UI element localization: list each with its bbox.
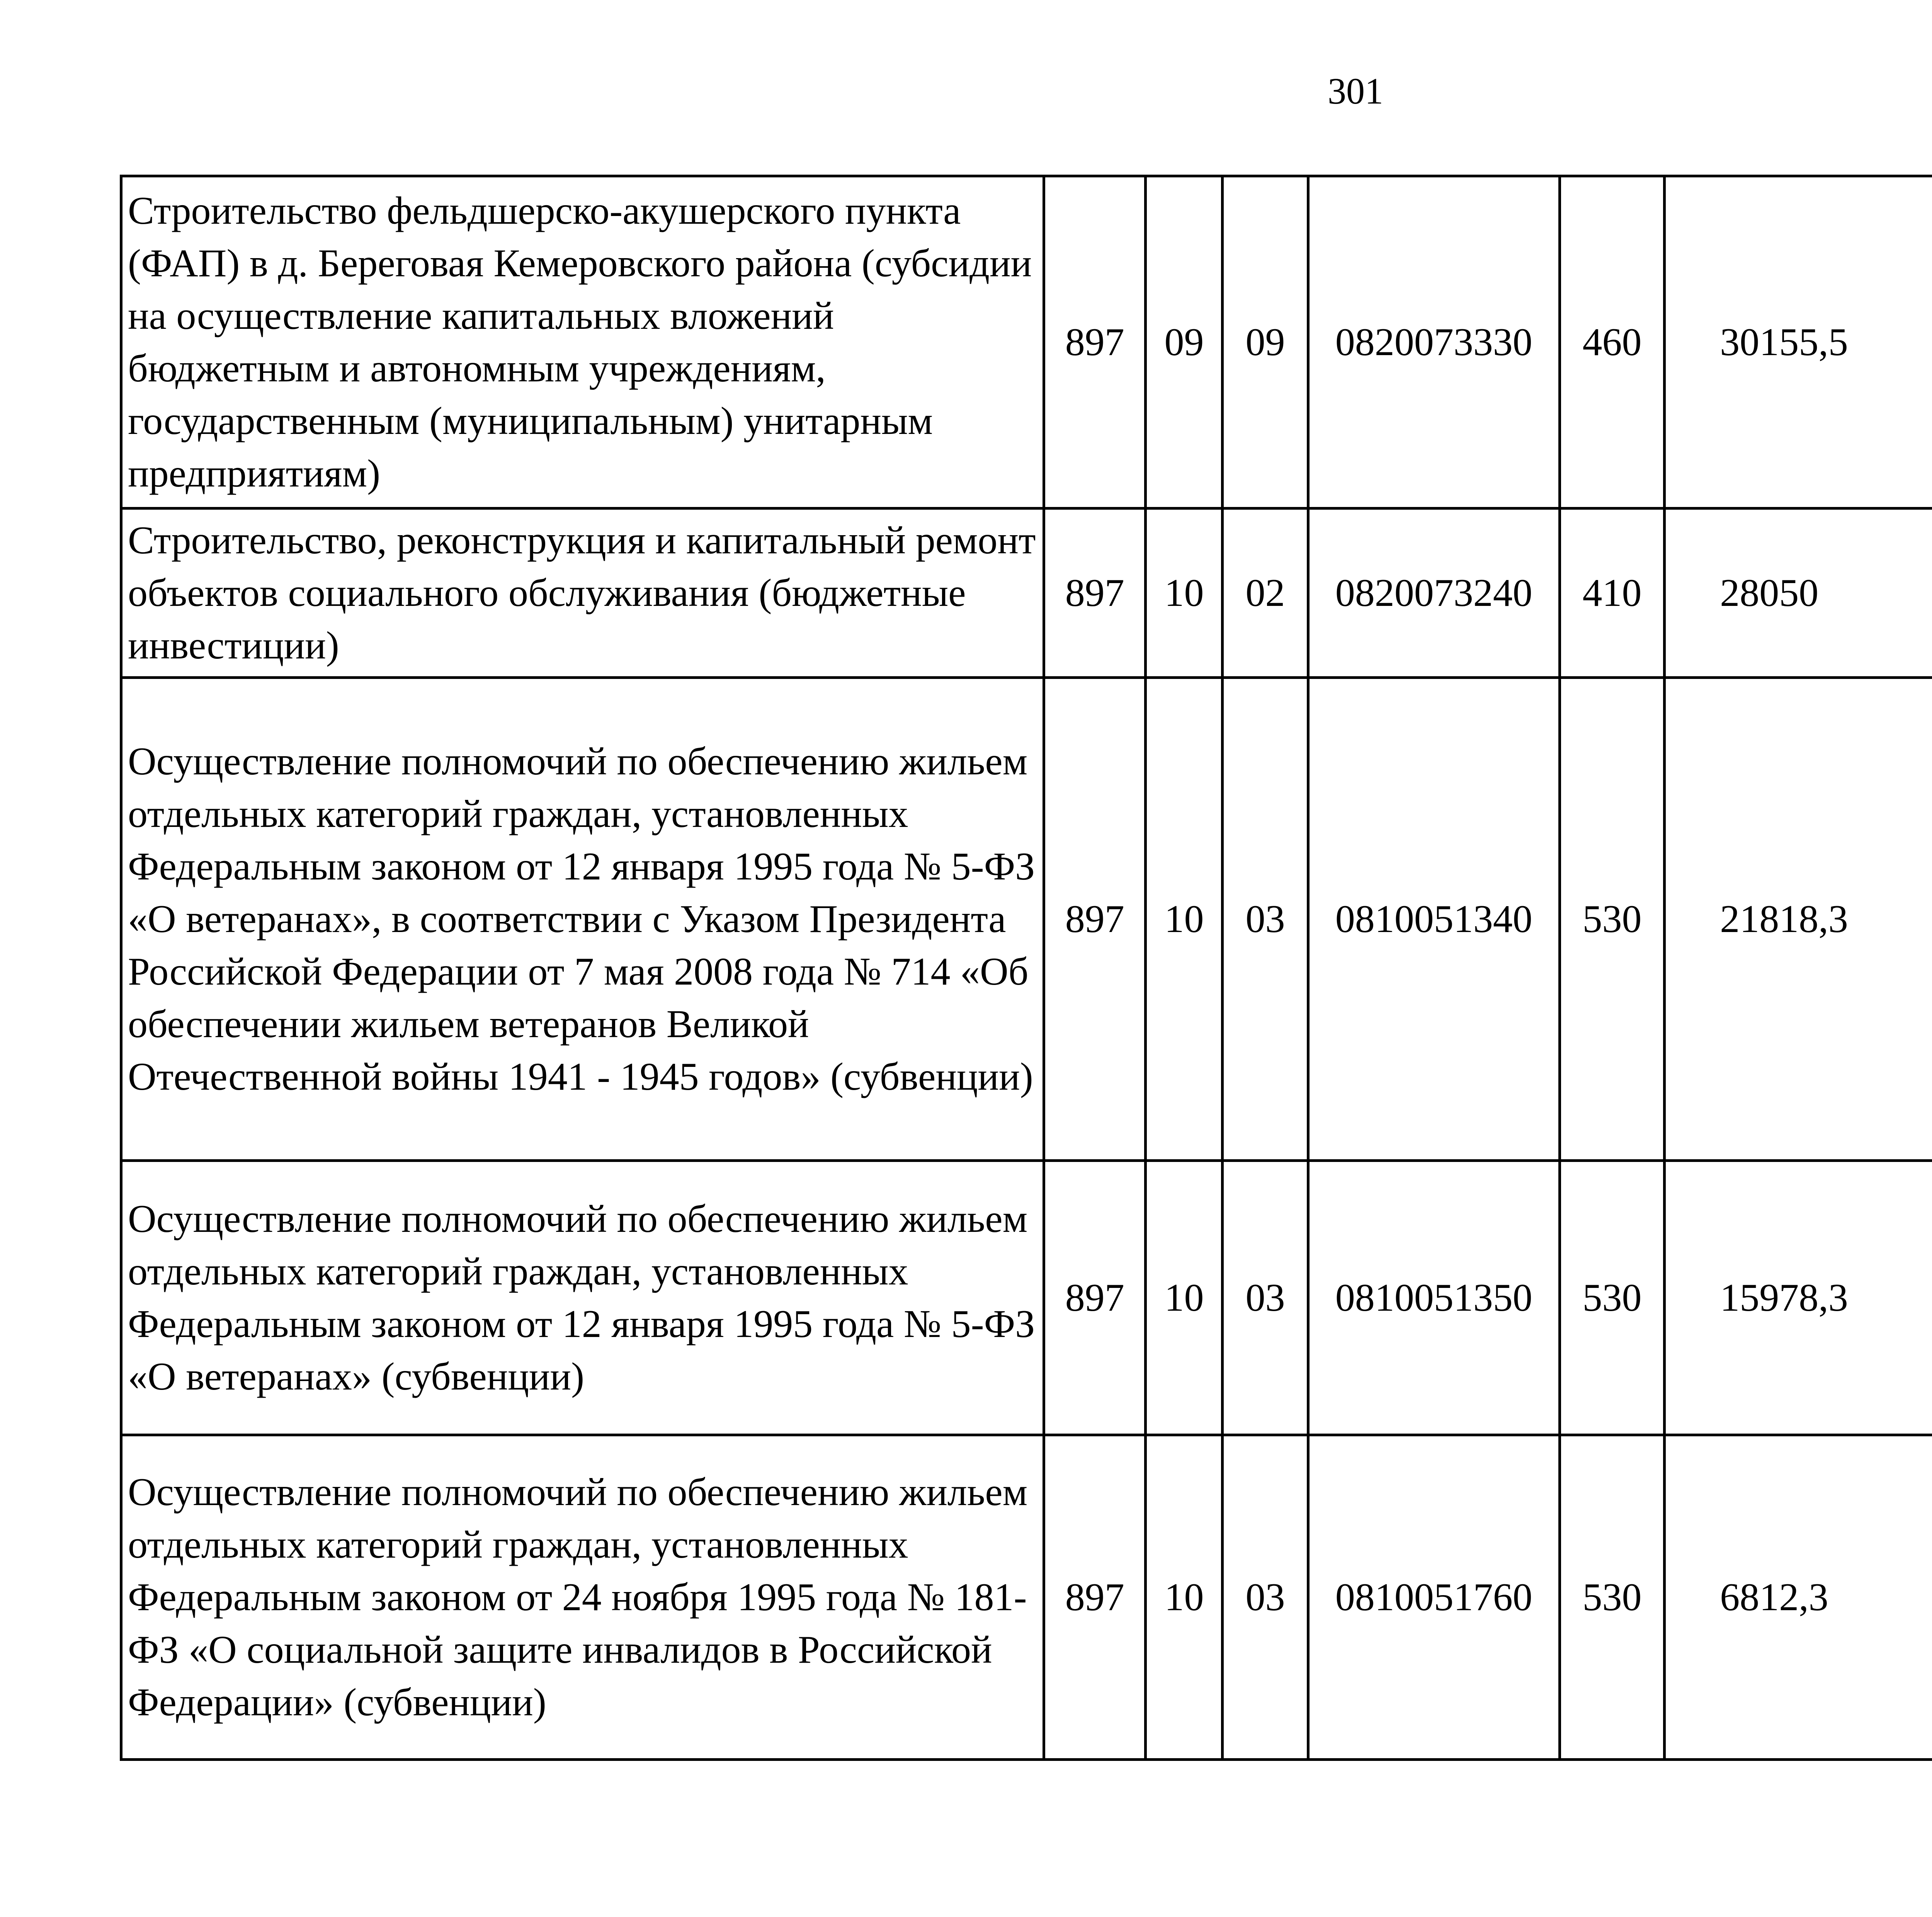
target-article-code: 0810051340 <box>1308 678 1560 1161</box>
table-row <box>121 678 1932 1161</box>
table-row <box>121 509 1932 678</box>
expense-type-code: 530 <box>1560 1161 1664 1435</box>
expense-type-code: 530 <box>1560 1435 1664 1760</box>
ministry-code: 897 <box>1044 678 1146 1161</box>
ministry-code: 897 <box>1044 1435 1146 1760</box>
amount-year-1: 21818,3 <box>1665 678 1932 1161</box>
row-description: Осуществление полномочий по обеспечению жильем отдельных категорий граждан, установленных Федеральным законом от 12 января 1995 года № 5-ФЗ «О ветеранах», в соответствии с Указом Президента Российской Федерации от 7 мая 2008 года № 714 «Об обеспечении жильем ветеранов Великой Отечественной войны 1941 - 1945 годов» (субвенции) <box>121 678 1044 1161</box>
subsection-code: 03 <box>1223 1435 1308 1760</box>
budget-table <box>120 175 1932 1761</box>
table-row <box>121 1435 1932 1760</box>
section-code: 09 <box>1146 176 1223 509</box>
amount-year-1: 30155,5 <box>1665 176 1932 509</box>
expense-type-code: 460 <box>1560 176 1664 509</box>
subsection-code: 09 <box>1223 176 1308 509</box>
ministry-code: 897 <box>1044 176 1146 509</box>
section-code: 10 <box>1146 678 1223 1161</box>
page-number: 301 <box>1328 70 1383 112</box>
row-description: Строительство фельдшерско-акушерского пункта (ФАП) в д. Береговая Кемеровского района (субсидии на осуществление капитальных вложений бюджетным и автономным учреждениям, государственным (муниципальным) унитарным предприятиям) <box>121 176 1044 509</box>
target-article-code: 0820073240 <box>1308 509 1560 678</box>
row-description: Осуществление полномочий по обеспечению жильем отдельных категорий граждан, установленных Федеральным законом от 24 ноября 1995 года № 181-ФЗ «О социальной защите инвалидов в Российской Федерации» (субвенции) <box>121 1435 1044 1760</box>
expense-type-code: 530 <box>1560 678 1664 1161</box>
ministry-code: 897 <box>1044 509 1146 678</box>
amount-year-1: 6812,3 <box>1665 1435 1932 1760</box>
section-code: 10 <box>1146 1435 1223 1760</box>
subsection-code: 02 <box>1223 509 1308 678</box>
amount-year-1: 28050 <box>1665 509 1932 678</box>
row-description: Строительство, реконструкция и капитальный ремонт объектов социального обслуживания (бюджетные инвестиции) <box>121 509 1044 678</box>
subsection-code: 03 <box>1223 678 1308 1161</box>
subsection-code: 03 <box>1223 1161 1308 1435</box>
ministry-code: 897 <box>1044 1161 1146 1435</box>
expense-type-code: 410 <box>1560 509 1664 678</box>
target-article-code: 0820073330 <box>1308 176 1560 509</box>
table-row <box>121 176 1932 509</box>
target-article-code: 0810051760 <box>1308 1435 1560 1760</box>
row-description: Осуществление полномочий по обеспечению жильем отдельных категорий граждан, установленных Федеральным законом от 12 января 1995 года № 5-ФЗ «О ветеранах» (субвенции) <box>121 1161 1044 1435</box>
amount-year-1: 15978,3 <box>1665 1161 1932 1435</box>
target-article-code: 0810051350 <box>1308 1161 1560 1435</box>
table-row <box>121 1161 1932 1435</box>
section-code: 10 <box>1146 509 1223 678</box>
section-code: 10 <box>1146 1161 1223 1435</box>
